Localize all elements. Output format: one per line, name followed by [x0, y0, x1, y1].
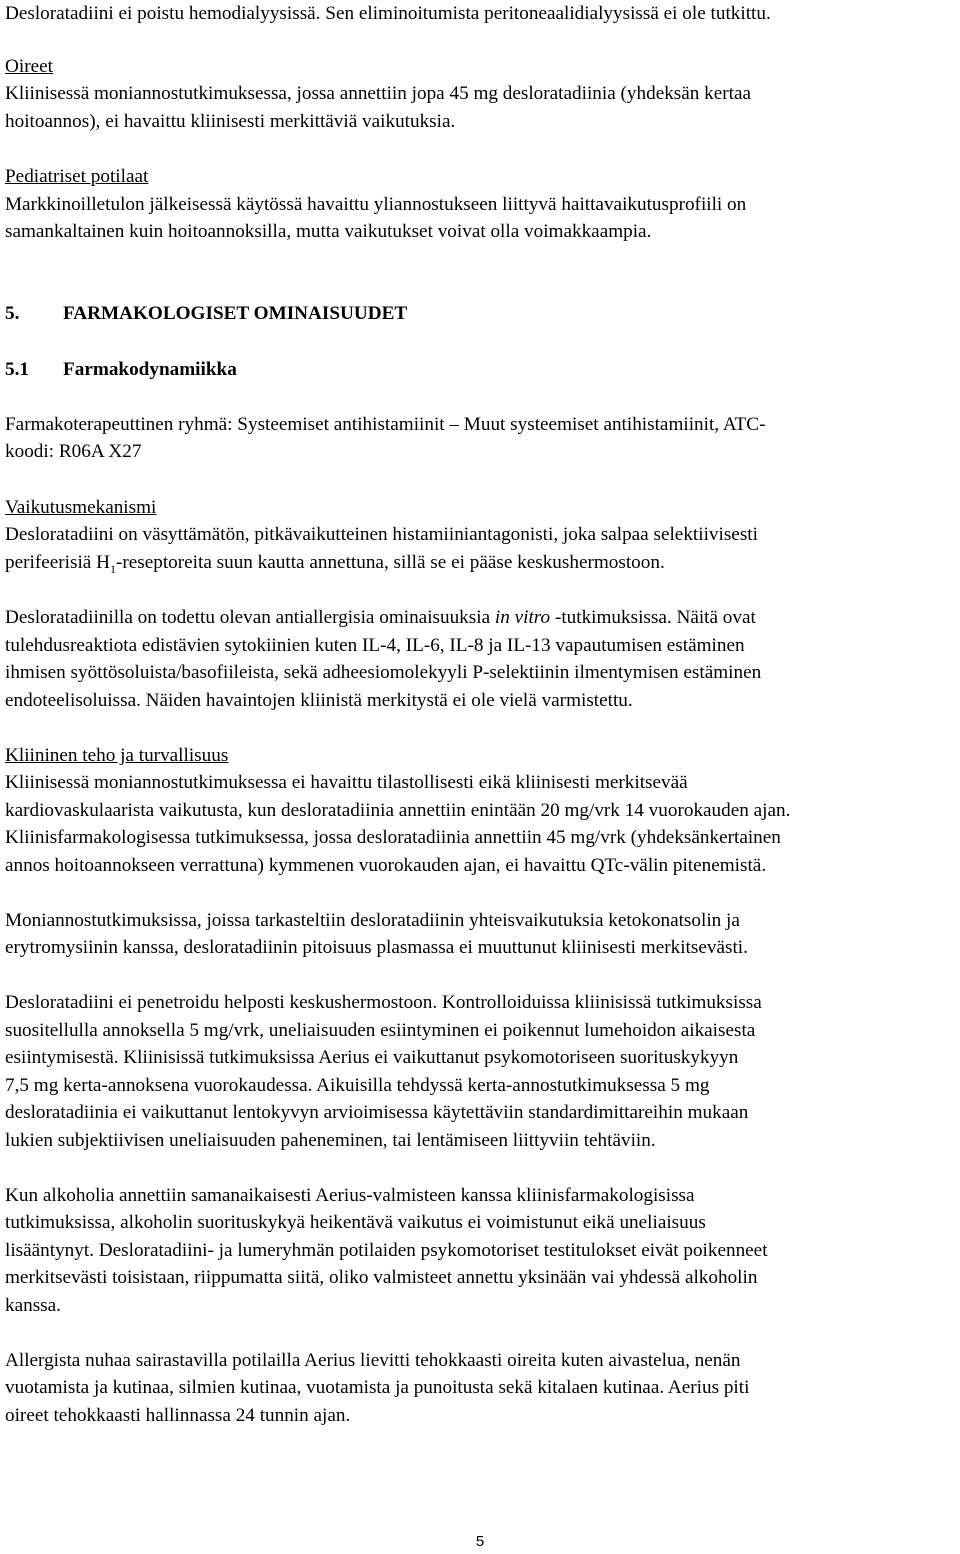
- antiallergy-line: ihmisen syöttösoluista/basofiileista, sekä adheesiomolekyyli P-selektiinin ilmentymisen estäminen: [5, 662, 762, 683]
- mechanism-line: [5, 549, 665, 583]
- efficacy-line: Kliinisfarmakologisessa tutkimuksessa, jossa desloratadiinia annettiin 45 mg/vrk (yhdeksänkertainen: [5, 827, 781, 848]
- antiallergy-text: Desloratadiinilla on todettu olevan antiallergisia ominaisuuksia: [5, 607, 495, 628]
- alcohol-line: kanssa.: [5, 1295, 61, 1316]
- cns-line: 7,5 mg kerta-annoksena vuorokaudessa. Aikuisilla tehdyssä kerta-annostutkimuksessa 5 mg: [5, 1075, 710, 1096]
- atc-line: Farmakoterapeuttinen ryhmä: Systeemiset antihistamiinit – Muut systeemiset antihistamiinit, ATC-: [5, 414, 766, 435]
- mechanism-text: perifeerisiä H: [5, 552, 110, 573]
- rhinitis-line: Allergista nuhaa sairastavilla potilailla Aerius lievitti tehokkaasti oireita kuten aivastelua, nenän: [5, 1350, 741, 1371]
- alcohol-line: tutkimuksissa, alkoholin suorituskykyä heikentävä vaikutus ei voimistunut eikä uneliaisuus: [5, 1212, 706, 1233]
- cns-line: suositellulla annoksella 5 mg/vrk, uneliaisuuden esiintyminen ei poikennut lumehoidon aikaisesta: [5, 1020, 756, 1041]
- alcohol-line: lisääntynyt. Desloratadiini- ja lumeryhmän potilaiden psykomotoriset testitulokset eivät poikenneet: [5, 1240, 768, 1261]
- antiallergy-line: endoteelisoluissa. Näiden havaintojen kliinistä merkitystä ei ole vielä varmistettu.: [5, 690, 633, 711]
- section-title: Farmakodynamiikka: [63, 359, 237, 380]
- section-number: 5.1: [5, 359, 29, 380]
- alcohol-line: Kun alkoholia annettiin samanaikaisesti Aerius-valmisteen kanssa kliinisfarmakologisissa: [5, 1185, 695, 1206]
- efficacy-line: Kliinisessä moniannostutkimuksessa ei havaittu tilastollisesti eikä kliinisesti merkitsevää: [5, 772, 688, 793]
- cns-line: lukien subjektiivisen uneliaisuuden paheneminen, tai lentämiseen liittyviin tehtäviin.: [5, 1130, 656, 1151]
- pediatriset-line: Markkinoilletulon jälkeisessä käytössä havaittu yliannostukseen liittyvä haittavaikutusprofiili on: [5, 194, 747, 215]
- oireet-line: hoitoannos), ei havaittu kliinisesti merkittäviä vaikutuksia.: [5, 111, 456, 132]
- heading-kliininen-teho: Kliininen teho ja turvallisuus: [5, 745, 229, 766]
- alcohol-line: merkitsevästi toisistaan, riippumatta siitä, oliko valmisteet annettu yksinään vai yhdessä alkoholin: [5, 1267, 758, 1288]
- cns-line: esiintymisestä. Kliinisissä tutkimuksissa Aerius ei vaikuttanut psykomotoriseen suorituskykyyn: [5, 1047, 739, 1068]
- antiallergy-line: [5, 604, 756, 632]
- heading-oireet: Oireet: [5, 56, 53, 77]
- paragraph-dialysis: Desloratadiini ei poistu hemodialyysissä. Sen eliminoitumista peritoneaalidialyysissä ei ole tutkittu.: [5, 3, 771, 24]
- section-number: 5.: [5, 303, 20, 324]
- rhinitis-line: vuotamista ja kutinaa, silmien kutinaa, vuotamista ja punoitusta sekä kitalaen kutinaa. Aerius piti: [5, 1377, 750, 1398]
- cns-line: desloratadiinia ei vaikuttanut lentokyvyn arvioimisessa käytettäviin standardimittareihin mukaan: [5, 1102, 749, 1123]
- rhinitis-line: oireet tehokkaasti hallinnassa 24 tunnin ajan.: [5, 1405, 351, 1426]
- subscript: 1: [109, 561, 116, 576]
- heading-pediatriset: Pediatriset potilaat: [5, 166, 149, 187]
- antiallergy-line: tulehdusreaktiota edistävien sytokiinien kuten IL-4, IL-6, IL-8 ja IL-13 vapautumisen estäminen: [5, 635, 745, 656]
- page-number: 5: [475, 1533, 485, 1550]
- section-heading-5: [5, 300, 407, 328]
- interaction-line: erytromysiinin kanssa, desloratadiinin pitoisuus plasmassa ei muuttunut kliinisesti merkitsevästi.: [5, 937, 748, 958]
- mechanism-text: -reseptoreita suun kautta annettuna, sillä se ei pääse keskushermostoon.: [115, 552, 665, 573]
- antiallergy-text: -tutkimuksissa. Näitä ovat: [550, 607, 756, 628]
- efficacy-line: kardiovaskulaarista vaikutusta, kun desloratadiinia annettiin enintään 20 mg/vrk 14 vuorokauden ajan.: [5, 800, 791, 821]
- section-title: FARMAKOLOGISET OMINAISUUDET: [63, 303, 408, 324]
- interaction-line: Moniannostutkimuksissa, joissa tarkasteltiin desloratadiinin yhteisvaikutuksia ketokonatsolin ja: [5, 910, 740, 931]
- heading-vaikutusmekanismi: Vaikutusmekanismi: [5, 497, 157, 518]
- in-vitro-term: in vitro: [494, 607, 551, 628]
- efficacy-line: annos hoitoannokseen verrattuna) kymmenen vuorokauden ajan, ei havaittu QTc-välin pitenemistä.: [5, 855, 767, 876]
- cns-line: Desloratadiini ei penetroidu helposti keskushermostoon. Kontrolloiduissa kliinisissä tutkimuksissa: [5, 992, 762, 1013]
- atc-line: koodi: R06A X27: [5, 441, 142, 462]
- pediatriset-line: samankaltainen kuin hoitoannoksilla, mutta vaikutukset voivat olla voimakkaampia.: [5, 221, 652, 242]
- mechanism-line: Desloratadiini on väsyttämätön, pitkävaikutteinen histamiiniantagonisti, joka salpaa selektiivisesti: [5, 524, 758, 545]
- section-heading-5-1: [5, 356, 237, 384]
- oireet-line: Kliinisessä moniannostutkimuksessa, jossa annettiin jopa 45 mg desloratadiinia (yhdeksän kertaa: [5, 83, 752, 104]
